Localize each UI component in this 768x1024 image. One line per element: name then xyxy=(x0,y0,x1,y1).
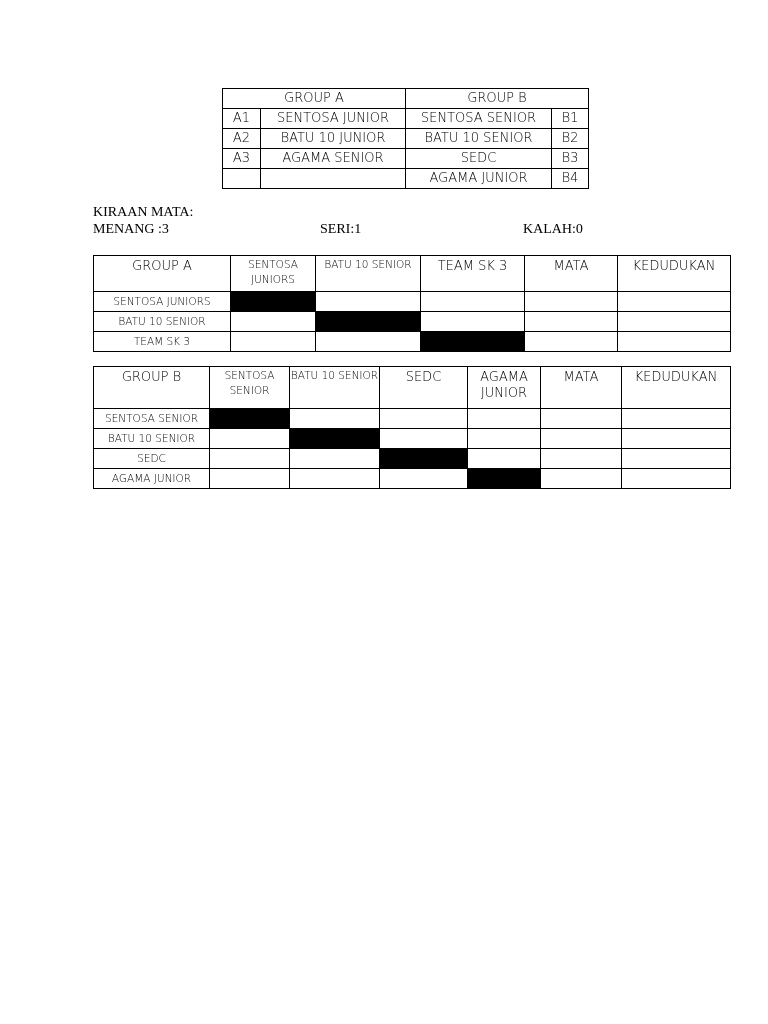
blocked-cell xyxy=(231,292,316,312)
row-label: TEAM SK 3 xyxy=(94,332,231,352)
score-cell xyxy=(421,292,525,312)
score-cell xyxy=(231,312,316,332)
column-header: TEAM SK 3 xyxy=(421,256,525,292)
score-cell xyxy=(468,429,541,449)
column-header-mata: MATA xyxy=(525,256,618,292)
score-cell xyxy=(231,332,316,352)
table-row xyxy=(94,292,731,312)
table-row xyxy=(94,332,731,352)
scoring-win: MENANG :3 xyxy=(93,222,169,237)
row-label: SEDC xyxy=(94,449,210,469)
grid-title: GROUP B xyxy=(94,367,210,409)
table-row xyxy=(94,429,731,449)
blocked-cell xyxy=(380,449,468,469)
row-label: SENTOSA SENIOR xyxy=(94,409,210,429)
score-cell xyxy=(210,429,290,449)
grid-header-row xyxy=(94,367,731,409)
group-b-header: GROUP B xyxy=(406,89,589,109)
table-row xyxy=(223,129,589,149)
row-label: AGAMA JUNIOR xyxy=(94,469,210,489)
column-header: BATU 10 SENIOR xyxy=(316,256,421,292)
score-cell xyxy=(380,469,468,489)
grid-header-row xyxy=(94,256,731,292)
group-b-code: B2 xyxy=(552,129,589,149)
score-cell xyxy=(290,409,380,429)
grid-title: GROUP A xyxy=(94,256,231,292)
column-header-mata: MATA xyxy=(541,367,622,409)
table-row xyxy=(94,312,731,332)
column-header: AGAMA JUNIOR xyxy=(468,367,541,409)
mata-cell xyxy=(541,449,622,469)
group-b-code: B3 xyxy=(552,149,589,169)
blocked-cell xyxy=(210,409,290,429)
mata-cell xyxy=(525,312,618,332)
group-b-team: SEDC xyxy=(406,149,552,169)
table-row xyxy=(94,449,731,469)
group-b-code: B4 xyxy=(552,169,589,189)
column-header: SEDC xyxy=(380,367,468,409)
table-row xyxy=(223,109,589,129)
score-cell xyxy=(290,469,380,489)
score-cell xyxy=(468,409,541,429)
row-label: BATU 10 SENIOR xyxy=(94,429,210,449)
group-b-code: B1 xyxy=(552,109,589,129)
scoring-title: KIRAAN MATA: xyxy=(93,205,194,220)
score-cell xyxy=(210,449,290,469)
kedudukan-cell xyxy=(618,292,731,312)
score-cell xyxy=(468,449,541,469)
score-cell xyxy=(380,429,468,449)
group-a-code: A2 xyxy=(223,129,261,149)
group-list-table xyxy=(222,88,589,189)
table-row xyxy=(223,149,589,169)
blocked-cell xyxy=(421,332,525,352)
mata-cell xyxy=(525,292,618,312)
group-b-team: BATU 10 SENIOR xyxy=(406,129,552,149)
group-a-team: AGAMA SENIOR xyxy=(261,149,406,169)
mata-cell xyxy=(541,409,622,429)
score-cell xyxy=(316,332,421,352)
score-cell xyxy=(380,409,468,429)
column-header: BATU 10 SENIOR xyxy=(290,367,380,409)
row-label: SENTOSA JUNIORS xyxy=(94,292,231,312)
column-header: SENTOSA JUNIORS xyxy=(231,256,316,292)
group-a-team xyxy=(261,169,406,189)
blocked-cell xyxy=(290,429,380,449)
score-cell xyxy=(210,469,290,489)
group-a-team: BATU 10 JUNIOR xyxy=(261,129,406,149)
score-cell xyxy=(290,449,380,469)
group-a-code: A1 xyxy=(223,109,261,129)
kedudukan-cell xyxy=(622,469,731,489)
kedudukan-cell xyxy=(622,409,731,429)
group-a-code: A3 xyxy=(223,149,261,169)
group-a-header: GROUP A xyxy=(223,89,406,109)
kedudukan-cell xyxy=(618,332,731,352)
table-row xyxy=(94,469,731,489)
column-header-kedudukan: KEDUDUKAN xyxy=(618,256,731,292)
column-header-kedudukan: KEDUDUKAN xyxy=(622,367,731,409)
group-a-team: SENTOSA JUNIOR xyxy=(261,109,406,129)
row-label: BATU 10 SENIOR xyxy=(94,312,231,332)
mata-cell xyxy=(541,469,622,489)
group-b-match-grid xyxy=(93,366,731,489)
column-header: SENTOSA SENIOR xyxy=(210,367,290,409)
score-cell xyxy=(316,292,421,312)
score-cell xyxy=(421,312,525,332)
blocked-cell xyxy=(316,312,421,332)
scoring-draw: SERI:1 xyxy=(320,222,362,237)
group-a-code xyxy=(223,169,261,189)
mata-cell xyxy=(541,429,622,449)
mata-cell xyxy=(525,332,618,352)
table-row xyxy=(223,169,589,189)
kedudukan-cell xyxy=(618,312,731,332)
table-row xyxy=(94,409,731,429)
group-b-team: AGAMA JUNIOR xyxy=(406,169,552,189)
kedudukan-cell xyxy=(622,449,731,469)
blocked-cell xyxy=(468,469,541,489)
kedudukan-cell xyxy=(622,429,731,449)
group-b-team: SENTOSA SENIOR xyxy=(406,109,552,129)
group-list-header-row xyxy=(223,89,589,109)
group-a-match-grid xyxy=(93,255,731,352)
scoring-loss: KALAH:0 xyxy=(523,222,583,237)
